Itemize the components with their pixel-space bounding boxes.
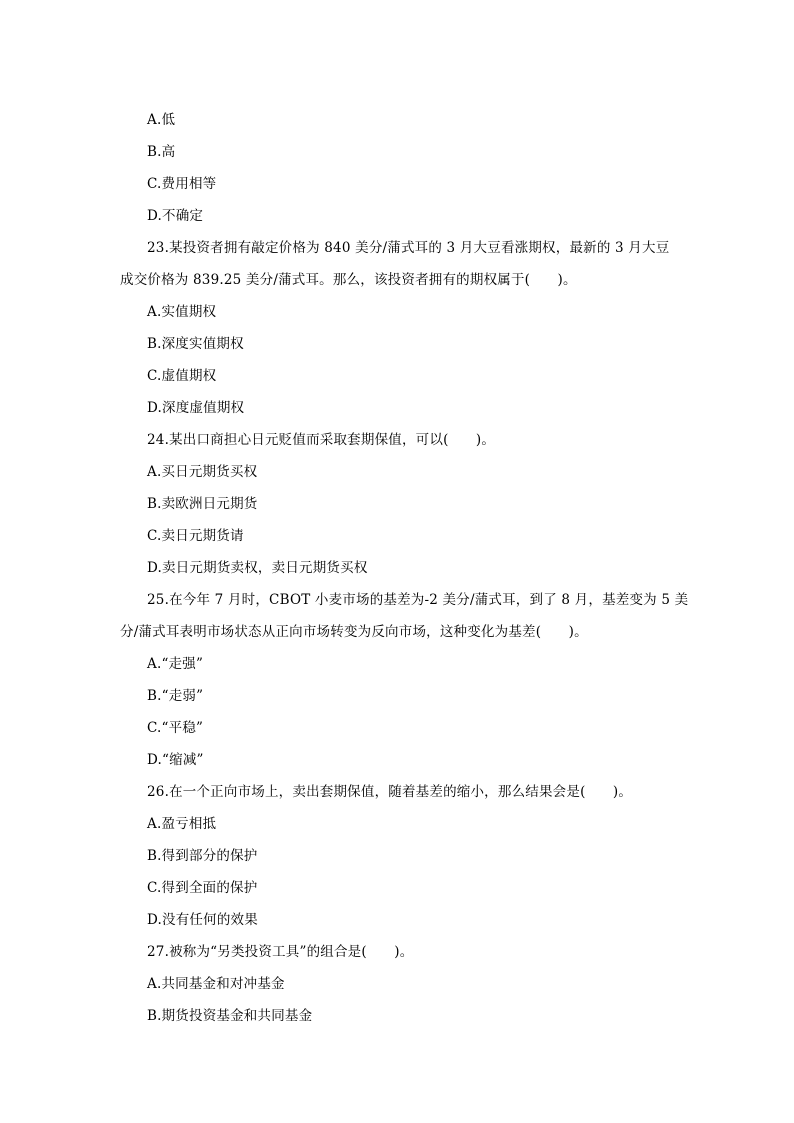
question-25-line-1: 25.在今年 7 月时，CBOT 小麦市场的基差为-2 美分/蒲式耳，到了 8 月，基差变为 5 美 [147, 592, 689, 608]
q26-option-c: C.得到全面的保护 [147, 880, 258, 896]
question-26: 26.在一个正向市场上，卖出套期保值，随着基差的缩小，那么结果会是( )。 [147, 784, 633, 800]
question-24: 24.某出口商担心日元贬值而采取套期保值，可以( )。 [147, 432, 496, 448]
q27-option-b: B.期货投资基金和共同基金 [147, 1008, 313, 1024]
question-27: 27.被称为“另类投资工具”的组合是( )。 [147, 944, 414, 960]
question-25-line-2: 分/蒲式耳表明市场状态从正向市场转变为反向市场，这种变化为基差( )。 [120, 624, 588, 640]
q23-option-c: C.虚值期权 [147, 368, 217, 384]
q24-option-d: D.卖日元期货卖权，卖日元期货买权 [147, 560, 368, 576]
q26-option-a: A.盈亏相抵 [147, 816, 217, 832]
option-d: D.不确定 [147, 208, 204, 224]
q23-option-d: D.深度虚值期权 [147, 400, 245, 416]
q25-option-c: C.“平稳” [147, 720, 204, 736]
q24-option-c: C.卖日元期货请 [147, 528, 244, 544]
q25-option-a: A.“走强” [147, 656, 204, 672]
question-23-line-2: 成交价格为 839.25 美分/蒲式耳。那么，该投资者拥有的期权属于( )。 [120, 272, 577, 288]
q25-option-b: B.“走弱” [147, 688, 204, 704]
option-b: B.高 [147, 144, 176, 160]
q26-option-d: D.没有任何的效果 [147, 912, 258, 928]
q26-option-b: B.得到部分的保护 [147, 848, 258, 864]
q23-option-a: A.实值期权 [147, 304, 217, 320]
q23-option-b: B.深度实值期权 [147, 336, 244, 352]
option-c: C.费用相等 [147, 176, 217, 192]
option-a: A.低 [147, 112, 176, 128]
q24-option-b: B.卖欧洲日元期货 [147, 496, 258, 512]
q24-option-a: A.买日元期货买权 [147, 464, 258, 480]
q27-option-a: A.共同基金和对冲基金 [147, 976, 285, 992]
q25-option-d: D.“缩减” [147, 752, 204, 768]
question-23-line-1: 23.某投资者拥有敲定价格为 840 美分/蒲式耳的 3 月大豆看涨期权，最新的 3 月大豆 [147, 240, 670, 256]
